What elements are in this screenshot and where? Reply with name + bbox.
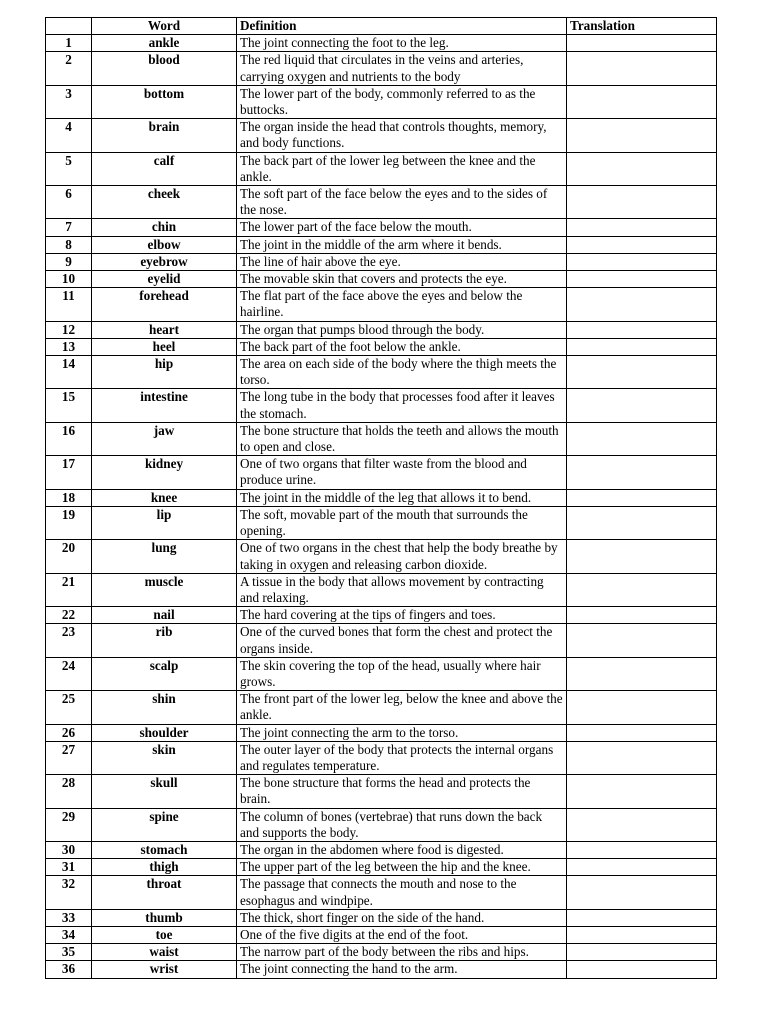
row-number: 32 — [46, 876, 92, 909]
translation-cell[interactable] — [567, 489, 717, 506]
row-number: 10 — [46, 271, 92, 288]
word-cell: ankle — [92, 35, 237, 52]
table-row — [46, 859, 717, 876]
definition-cell: The movable skin that covers and protects the eye. — [237, 271, 567, 288]
word-cell: skin — [92, 741, 237, 774]
definition-cell: The organ that pumps blood through the body. — [237, 321, 567, 338]
table-row — [46, 422, 717, 455]
word-cell: chin — [92, 219, 237, 236]
definition-cell: The bone structure that forms the head and protects the brain. — [237, 775, 567, 808]
word-cell: thumb — [92, 909, 237, 926]
definition-cell: The upper part of the leg between the hip and the knee. — [237, 859, 567, 876]
row-number: 33 — [46, 909, 92, 926]
table-row — [46, 489, 717, 506]
table-row — [46, 926, 717, 943]
translation-cell[interactable] — [567, 506, 717, 539]
table-row — [46, 119, 717, 152]
row-number: 36 — [46, 961, 92, 978]
word-cell: intestine — [92, 389, 237, 422]
row-number: 24 — [46, 657, 92, 690]
translation-cell[interactable] — [567, 573, 717, 606]
row-number: 28 — [46, 775, 92, 808]
translation-cell[interactable] — [567, 52, 717, 85]
translation-cell[interactable] — [567, 961, 717, 978]
table-row — [46, 85, 717, 118]
definition-cell: The outer layer of the body that protects the internal organs and regulates temperature. — [237, 741, 567, 774]
definition-cell: The lower part of the face below the mouth. — [237, 219, 567, 236]
definition-cell: The thick, short finger on the side of the hand. — [237, 909, 567, 926]
header-number — [46, 18, 92, 35]
definition-cell: One of the five digits at the end of the foot. — [237, 926, 567, 943]
row-number: 29 — [46, 808, 92, 841]
table-row — [46, 808, 717, 841]
table-body — [46, 35, 717, 978]
word-cell: nail — [92, 607, 237, 624]
header-row — [46, 18, 717, 35]
row-number: 31 — [46, 859, 92, 876]
word-cell: lip — [92, 506, 237, 539]
translation-cell[interactable] — [567, 338, 717, 355]
definition-cell: The joint connecting the arm to the torso. — [237, 724, 567, 741]
row-number: 19 — [46, 506, 92, 539]
row-number: 2 — [46, 52, 92, 85]
translation-cell[interactable] — [567, 691, 717, 724]
translation-cell[interactable] — [567, 775, 717, 808]
row-number: 9 — [46, 253, 92, 270]
translation-cell[interactable] — [567, 876, 717, 909]
table-row — [46, 573, 717, 606]
word-cell: kidney — [92, 456, 237, 489]
word-cell: eyelid — [92, 271, 237, 288]
translation-cell[interactable] — [567, 456, 717, 489]
row-number: 8 — [46, 236, 92, 253]
translation-cell[interactable] — [567, 271, 717, 288]
word-cell: elbow — [92, 236, 237, 253]
translation-cell[interactable] — [567, 926, 717, 943]
table-row — [46, 356, 717, 389]
word-cell: skull — [92, 775, 237, 808]
definition-cell: The column of bones (vertebrae) that runs down the back and supports the body. — [237, 808, 567, 841]
definition-cell: The joint in the middle of the arm where it bends. — [237, 236, 567, 253]
table-row — [46, 691, 717, 724]
translation-cell[interactable] — [567, 186, 717, 219]
table-row — [46, 724, 717, 741]
table-row — [46, 657, 717, 690]
row-number: 6 — [46, 186, 92, 219]
row-number: 4 — [46, 119, 92, 152]
word-cell: calf — [92, 152, 237, 185]
translation-cell[interactable] — [567, 841, 717, 858]
word-cell: lung — [92, 540, 237, 573]
table-row — [46, 52, 717, 85]
table-row — [46, 219, 717, 236]
word-cell: eyebrow — [92, 253, 237, 270]
word-cell: blood — [92, 52, 237, 85]
table-row — [46, 271, 717, 288]
definition-cell: The back part of the lower leg between the knee and the ankle. — [237, 152, 567, 185]
table-row — [46, 506, 717, 539]
definition-cell: The line of hair above the eye. — [237, 253, 567, 270]
word-cell: cheek — [92, 186, 237, 219]
row-number: 30 — [46, 841, 92, 858]
translation-cell[interactable] — [567, 35, 717, 52]
vocabulary-sheet — [45, 17, 716, 979]
definition-cell: The lower part of the body, commonly referred to as the buttocks. — [237, 85, 567, 118]
table-row — [46, 288, 717, 321]
translation-cell[interactable] — [567, 422, 717, 455]
translation-cell[interactable] — [567, 321, 717, 338]
table-row — [46, 456, 717, 489]
table-row — [46, 841, 717, 858]
table-row — [46, 152, 717, 185]
definition-cell: The joint connecting the hand to the arm. — [237, 961, 567, 978]
table-row — [46, 338, 717, 355]
definition-cell: The organ inside the head that controls thoughts, memory, and body functions. — [237, 119, 567, 152]
translation-cell[interactable] — [567, 540, 717, 573]
row-number: 14 — [46, 356, 92, 389]
word-cell: hip — [92, 356, 237, 389]
word-cell: bottom — [92, 85, 237, 118]
word-cell: thigh — [92, 859, 237, 876]
table-row — [46, 321, 717, 338]
table-row — [46, 775, 717, 808]
table-row — [46, 741, 717, 774]
row-number: 27 — [46, 741, 92, 774]
translation-cell[interactable] — [567, 253, 717, 270]
row-number: 20 — [46, 540, 92, 573]
row-number: 17 — [46, 456, 92, 489]
table-row — [46, 876, 717, 909]
translation-cell[interactable] — [567, 657, 717, 690]
translation-cell[interactable] — [567, 607, 717, 624]
header-word: Word — [92, 18, 237, 35]
word-cell: rib — [92, 624, 237, 657]
definition-cell: The soft, movable part of the mouth that surrounds the opening. — [237, 506, 567, 539]
row-number: 7 — [46, 219, 92, 236]
table-row — [46, 909, 717, 926]
table-row — [46, 961, 717, 978]
translation-cell[interactable] — [567, 859, 717, 876]
translation-cell[interactable] — [567, 219, 717, 236]
word-cell: forehead — [92, 288, 237, 321]
definition-cell: The hard covering at the tips of fingers and toes. — [237, 607, 567, 624]
row-number: 1 — [46, 35, 92, 52]
definition-cell: The long tube in the body that processes food after it leaves the stomach. — [237, 389, 567, 422]
table-row — [46, 607, 717, 624]
definition-cell: The joint connecting the foot to the leg. — [237, 35, 567, 52]
row-number: 5 — [46, 152, 92, 185]
word-cell: shin — [92, 691, 237, 724]
table-row — [46, 35, 717, 52]
definition-cell: The flat part of the face above the eyes and below the hairline. — [237, 288, 567, 321]
word-cell: throat — [92, 876, 237, 909]
translation-cell[interactable] — [567, 356, 717, 389]
definition-cell: The soft part of the face below the eyes and to the sides of the nose. — [237, 186, 567, 219]
word-cell: wrist — [92, 961, 237, 978]
row-number: 35 — [46, 944, 92, 961]
definition-cell: One of two organs that filter waste from the blood and produce urine. — [237, 456, 567, 489]
translation-cell[interactable] — [567, 909, 717, 926]
row-number: 3 — [46, 85, 92, 118]
word-cell: muscle — [92, 573, 237, 606]
row-number: 25 — [46, 691, 92, 724]
definition-cell: The red liquid that circulates in the veins and arteries, carrying oxygen and nutrients to the body — [237, 52, 567, 85]
definition-cell: The passage that connects the mouth and nose to the esophagus and windpipe. — [237, 876, 567, 909]
translation-cell[interactable] — [567, 808, 717, 841]
table-row — [46, 186, 717, 219]
translation-cell[interactable] — [567, 624, 717, 657]
translation-cell[interactable] — [567, 236, 717, 253]
word-cell: scalp — [92, 657, 237, 690]
row-number: 16 — [46, 422, 92, 455]
translation-cell[interactable] — [567, 389, 717, 422]
row-number: 34 — [46, 926, 92, 943]
vocabulary-table — [45, 17, 717, 979]
row-number: 12 — [46, 321, 92, 338]
definition-cell: One of two organs in the chest that help the body breathe by taking in oxygen and releasing carbon dioxide. — [237, 540, 567, 573]
table-row — [46, 253, 717, 270]
definition-cell: The skin covering the top of the head, usually where hair grows. — [237, 657, 567, 690]
table-row — [46, 944, 717, 961]
row-number: 21 — [46, 573, 92, 606]
header-definition: Definition — [237, 18, 567, 35]
row-number: 13 — [46, 338, 92, 355]
definition-cell: The front part of the lower leg, below the knee and above the ankle. — [237, 691, 567, 724]
word-cell: waist — [92, 944, 237, 961]
word-cell: toe — [92, 926, 237, 943]
word-cell: knee — [92, 489, 237, 506]
word-cell: heel — [92, 338, 237, 355]
header-translation: Translation — [567, 18, 717, 35]
word-cell: heart — [92, 321, 237, 338]
definition-cell: The organ in the abdomen where food is digested. — [237, 841, 567, 858]
translation-cell[interactable] — [567, 119, 717, 152]
word-cell: stomach — [92, 841, 237, 858]
definition-cell: The narrow part of the body between the ribs and hips. — [237, 944, 567, 961]
definition-cell: The bone structure that holds the teeth and allows the mouth to open and close. — [237, 422, 567, 455]
word-cell: shoulder — [92, 724, 237, 741]
row-number: 15 — [46, 389, 92, 422]
definition-cell: One of the curved bones that form the chest and protect the organs inside. — [237, 624, 567, 657]
translation-cell[interactable] — [567, 288, 717, 321]
definition-cell: A tissue in the body that allows movement by contracting and relaxing. — [237, 573, 567, 606]
table-row — [46, 540, 717, 573]
table-row — [46, 624, 717, 657]
row-number: 26 — [46, 724, 92, 741]
translation-cell[interactable] — [567, 85, 717, 118]
definition-cell: The back part of the foot below the ankle. — [237, 338, 567, 355]
word-cell: brain — [92, 119, 237, 152]
row-number: 22 — [46, 607, 92, 624]
translation-cell[interactable] — [567, 724, 717, 741]
row-number: 23 — [46, 624, 92, 657]
table-row — [46, 236, 717, 253]
definition-cell: The joint in the middle of the leg that allows it to bend. — [237, 489, 567, 506]
row-number: 11 — [46, 288, 92, 321]
word-cell: jaw — [92, 422, 237, 455]
word-cell: spine — [92, 808, 237, 841]
translation-cell[interactable] — [567, 741, 717, 774]
translation-cell[interactable] — [567, 944, 717, 961]
translation-cell[interactable] — [567, 152, 717, 185]
row-number: 18 — [46, 489, 92, 506]
definition-cell: The area on each side of the body where the thigh meets the torso. — [237, 356, 567, 389]
table-row — [46, 389, 717, 422]
